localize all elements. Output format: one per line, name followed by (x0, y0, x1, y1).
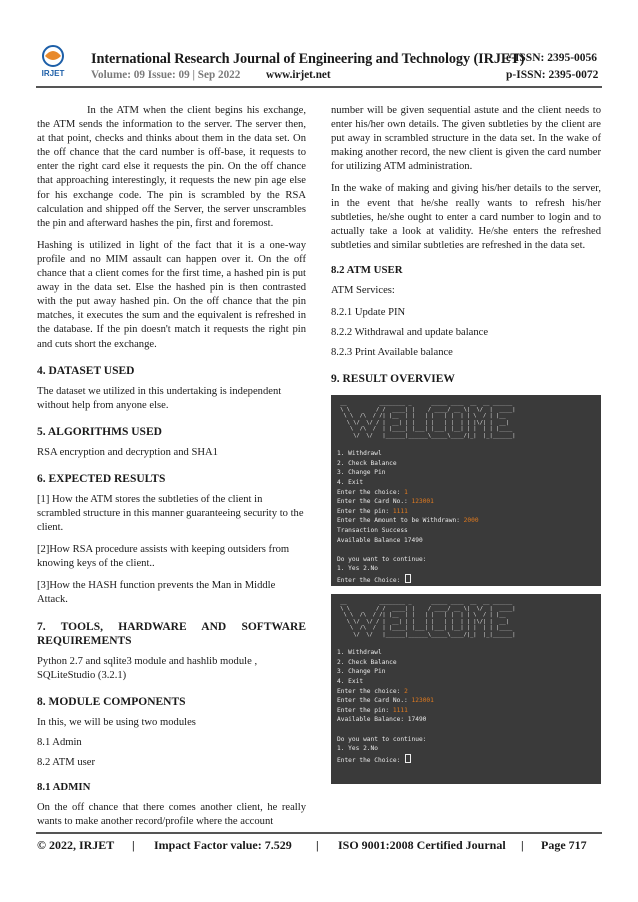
terminal-output: Do you want to continue: (337, 735, 427, 743)
terminal-prompt: Enter the Choice: (337, 754, 601, 766)
section-heading: 6. EXPECTED RESULTS (37, 472, 166, 485)
welcome-ascii-banner: __ ________ _ _____ ____ __ __ ______ \ \ / / ____| | / ____/ __ \| \/ | ____| \ \ /\ / /| |__ | | | | | | | | \ / | |__ \ \/ \/ / | __| | | | | | | | | |\/| | __| \ /\ / | |____| |___| |___| |__| | | | | |____ \/ \/ |______|______\_____\____/|_| |_|______| (340, 400, 516, 439)
journal-title: International Research Journal of Engineering and Technology (IRJET) (91, 51, 525, 67)
input-value: 1 (404, 488, 408, 496)
paragraph: Hashing is utilized in light of the fact that it is a one-way profile and no MIM assault can happen over it. On the off chance that a client comes for the first time, a hashed pin is put away in the data set. Else the hashed pin is then contrasted with the put away hashed pin. On the off chance that the pin matches, it executes the sum and the equivalent is refreshed in the database. If the pin doesn't match it requests the right pin and cuts short the exchange. (37, 239, 306, 350)
page-number: Page 717 (541, 838, 587, 852)
cursor-icon[interactable] (405, 754, 411, 763)
eissn: e-ISSN: 2395-0056 (506, 52, 598, 64)
paragraph: In the ATM when the client begins his exchange, the ATM sends the information to the server. The server then, at that point, checks and thinks about them in the data set. On the off chance that the card number is off-base, it requests to enter the right card else it requests the pin. On the off chance that approaching interestingly, it requests the new pin age else for his exchange code. The pin is scrambled by the RSA calculation and shipped off the Server, the server unscrambles the pin and afterward hashes the pin, first and foremost. (37, 105, 306, 229)
terminal-output: Transaction Success (337, 526, 408, 534)
paragraph: [1] How the ATM stores the subtleties of the client in scrambled structure in this manner guaranteeing security to the client. (37, 493, 304, 534)
journal-url[interactable]: www.irjet.net (266, 69, 331, 81)
irjet-logo (36, 44, 70, 78)
paragraph: number will be given sequential astute and the client needs to enter his/her own details. The given subtleties by the client are put away in scrambled structure in the data set. In the wake of making another record, the new client is given the card number for utilizing ATM administration. (331, 105, 601, 173)
list-item: 8.2.1 Update PIN (331, 307, 406, 319)
list-item: 8.2 ATM user (37, 756, 95, 768)
subsection-heading: 8.2 ATM USER (331, 263, 403, 276)
terminal-line: Enter the choice: 1 (337, 488, 408, 496)
footer-rule (36, 832, 602, 834)
terminal-output: Available Balance: 17490 (337, 716, 427, 724)
subsection-heading: 8.1 ADMIN (37, 781, 91, 793)
terminal-line: Enter the pin: 1111 (337, 507, 408, 515)
paragraph: On the off chance that there comes another client, he really wants to make another record/profile where the account (37, 802, 306, 828)
input-value: 123001 (411, 498, 434, 506)
header-rule (36, 86, 602, 88)
paragraph: In the wake of making and giving his/her details to the server, in the event that he/she really wants to refresh his/her subtleties, he/she ought to enter a card number to login and to actually take a look at validity. He/she enters the refreshed subtleties and similar subtleties are refreshed in the data set. (331, 183, 601, 251)
paragraph: The dataset we utilized in this undertaking is independent without help from anyone else. (37, 385, 282, 411)
menu-item: 4. Exit (337, 677, 364, 685)
section-heading: 5. ALGORITHMS USED (37, 425, 162, 438)
svg-text:IRJET: IRJET (41, 69, 65, 78)
input-value: 1111 (392, 706, 408, 714)
right-column (331, 104, 601, 393)
section-heading: 4. DATASET USED (37, 364, 135, 377)
input-value: 1111 (392, 507, 408, 515)
menu-item: 1. Withdrawl (337, 649, 382, 657)
footer-separator: | (132, 838, 135, 852)
menu-item: 2. Check Balance (337, 658, 397, 666)
menu-item: 3. Change Pin (337, 469, 386, 477)
terminal-output: Available Balance 17490 (337, 536, 423, 544)
section-heading: 8. MODULE COMPONENTS (37, 695, 186, 708)
paragraph: ATM Services: (331, 284, 395, 296)
menu-item: 1. Withdrawl (337, 450, 382, 458)
footer-separator: | (316, 838, 319, 852)
paragraph: [3]How the HASH function prevents the Man in Middle Attack. (37, 580, 276, 606)
pissn: p-ISSN: 2395-0072 (506, 69, 599, 81)
terminal-output: Do you want to continue: (337, 555, 427, 563)
left-column (37, 104, 306, 837)
menu-item: 3. Change Pin (337, 668, 386, 676)
list-item: 8.1 Admin (37, 736, 82, 748)
paragraph: [2]How RSA procedure assists with keeping outsiders from knowing keys of the client.. (37, 544, 290, 570)
input-value: 123001 (411, 697, 434, 705)
copyright: © 2022, IRJET (37, 838, 115, 852)
list-item: 8.2.3 Print Available balance (331, 347, 453, 359)
terminal-line: Enter the Card No.: 123001 (337, 498, 434, 506)
iso-certification: ISO 9001:2008 Certified Journal (338, 838, 506, 852)
volume-issue: Volume: 09 Issue: 09 | Sep 2022 (91, 69, 241, 81)
terminal-line: Enter the Card No.: 123001 (337, 697, 434, 705)
terminal-line: Enter the choice: 2 (337, 687, 408, 695)
input-value: 2 (404, 687, 408, 695)
welcome-ascii-banner: __ ________ _ _____ ____ __ __ ______ \ \ / / ____| | / ____/ __ \| \/ | ____| \ \ /\ / /| |__ | | | | | | | | \ / | |__ \ \/ \/ / | __| | | | | | | | | |\/| | __| \ /\ / | |____| |___| |___| |__| | | | | |____ \/ \/ |______|______\_____\____/|_| |_|______| (340, 599, 516, 638)
paragraph: In this, we will be using two modules (37, 716, 196, 728)
list-item: 8.2.2 Withdrawal and update balance (331, 327, 489, 339)
terminal-output: 1. Yes 2.No (337, 745, 378, 753)
footer-separator: | (521, 838, 524, 852)
impact-factor: Impact Factor value: 7.529 (154, 838, 292, 852)
terminal-line: Enter the pin: 1111 (337, 706, 408, 714)
section-heading: 7. TOOLS, HARDWARE AND SOFTWARE REQUIREMENTS (37, 620, 306, 647)
terminal-output: 1. Yes 2.No (337, 565, 378, 573)
section-heading: 9. RESULT OVERVIEW (331, 373, 455, 386)
menu-item: 2. Check Balance (337, 459, 397, 467)
input-value: 2000 (463, 517, 479, 525)
paragraph: Python 2.7 and sqlite3 module and hashlib module , SQLiteStudio (3.2.1) (37, 655, 258, 681)
terminal-screenshot-withdrawal (331, 395, 601, 586)
paragraph: RSA encryption and decryption and SHA1 (37, 446, 218, 458)
cursor-icon[interactable] (405, 574, 411, 583)
page-header (0, 0, 638, 88)
terminal-line: Enter the Amount to be Withdrawn: 2000 (337, 517, 479, 525)
menu-item: 4. Exit (337, 478, 364, 486)
terminal-prompt: Enter the Choice: (337, 574, 601, 586)
terminal-screenshot-balance (331, 594, 601, 784)
